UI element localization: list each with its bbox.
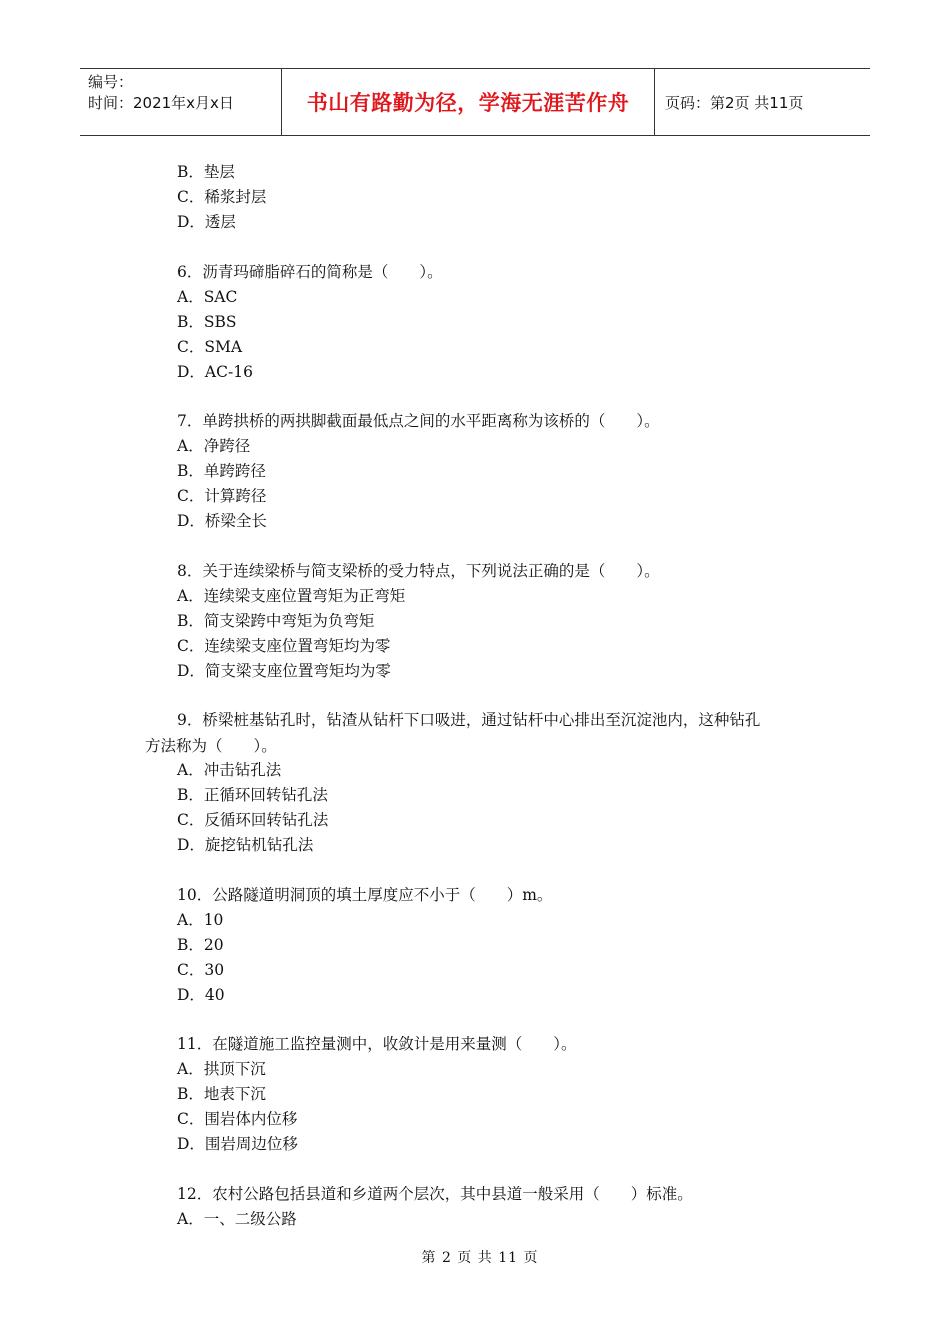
option-item: A．连续梁支座位置弯矩为正弯矩 [177,587,406,605]
option-item: C．稀浆封层 [177,188,267,206]
question-stem: 12．农村公路包括县道和乡道两个层次，其中县道一般采用（ ）标准。 [177,1185,693,1203]
option-item: B．垫层 [177,163,235,181]
header-page-code [655,69,870,135]
motto-text: 书山有路勤为径，学海无涯苦作舟 [306,90,630,115]
question-stem: 7．单跨拱桥的两拱脚截面最低点之间的水平距离称为该桥的（ ）。 [177,412,660,430]
page-code-text: 页码：第2页 共11页 [665,93,804,112]
question-stem: 9．桥梁桩基钻孔时，钻渣从钻杆下口吸进，通过钻杆中心排出至沉淀池内，这种钻孔 [177,711,761,729]
header-meta [80,69,282,135]
option-item: A．10 [177,911,224,929]
option-item: A．冲击钻孔法 [177,761,282,779]
option-item: A．SAC [177,288,238,306]
question-stem: 10．公路隧道明洞顶的填土厚度应不小于（ ）m。 [177,886,553,904]
page-header [80,68,870,136]
page-number: 第 2 页 共 11 页 [421,1250,539,1266]
header-motto [282,69,655,135]
page-footer [0,1247,950,1267]
option-item: C．SMA [177,338,243,356]
option-item: C．反循环回转钻孔法 [177,811,329,829]
question-stem: 8．关于连续梁桥与简支梁桥的受力特点，下列说法正确的是（ ）。 [177,562,660,580]
option-item: A．净跨径 [177,437,251,455]
question-stem-continued: 方法称为（ ）。 [145,737,277,755]
serial-label: 编号： [88,73,134,91]
option-item: B．单跨跨径 [177,462,266,480]
option-item: D．透层 [177,213,236,231]
option-item: D．AC-16 [177,363,253,381]
option-item: B．SBS [177,313,237,331]
option-item: D．桥梁全长 [177,512,267,530]
option-item: B．简支梁跨中弯矩为负弯矩 [177,612,375,630]
option-item: C．围岩体内位移 [177,1110,298,1128]
option-item: C．30 [177,961,225,979]
option-item: D．旋挖钻机钻孔法 [177,836,314,854]
option-item: B．正循环回转钻孔法 [177,786,328,804]
option-item: A．拱顶下沉 [177,1060,266,1078]
option-item: D．围岩周边位移 [177,1135,298,1153]
question-stem: 11．在隧道施工监控量测中，收敛计是用来量测（ ）。 [177,1035,577,1053]
option-item: B．地表下沉 [177,1085,266,1103]
option-item: A．一、二级公路 [177,1210,297,1228]
option-item: D．40 [177,986,225,1004]
date-label: 时间：2021年x月x日 [88,94,234,112]
question-stem: 6．沥青玛碲脂碎石的简称是（ ）。 [177,263,443,281]
option-item: B．20 [177,936,224,954]
option-item: C．计算跨径 [177,487,267,505]
option-item: C．连续梁支座位置弯矩均为零 [177,637,391,655]
option-item: D．简支梁支座位置弯矩均为零 [177,662,391,680]
